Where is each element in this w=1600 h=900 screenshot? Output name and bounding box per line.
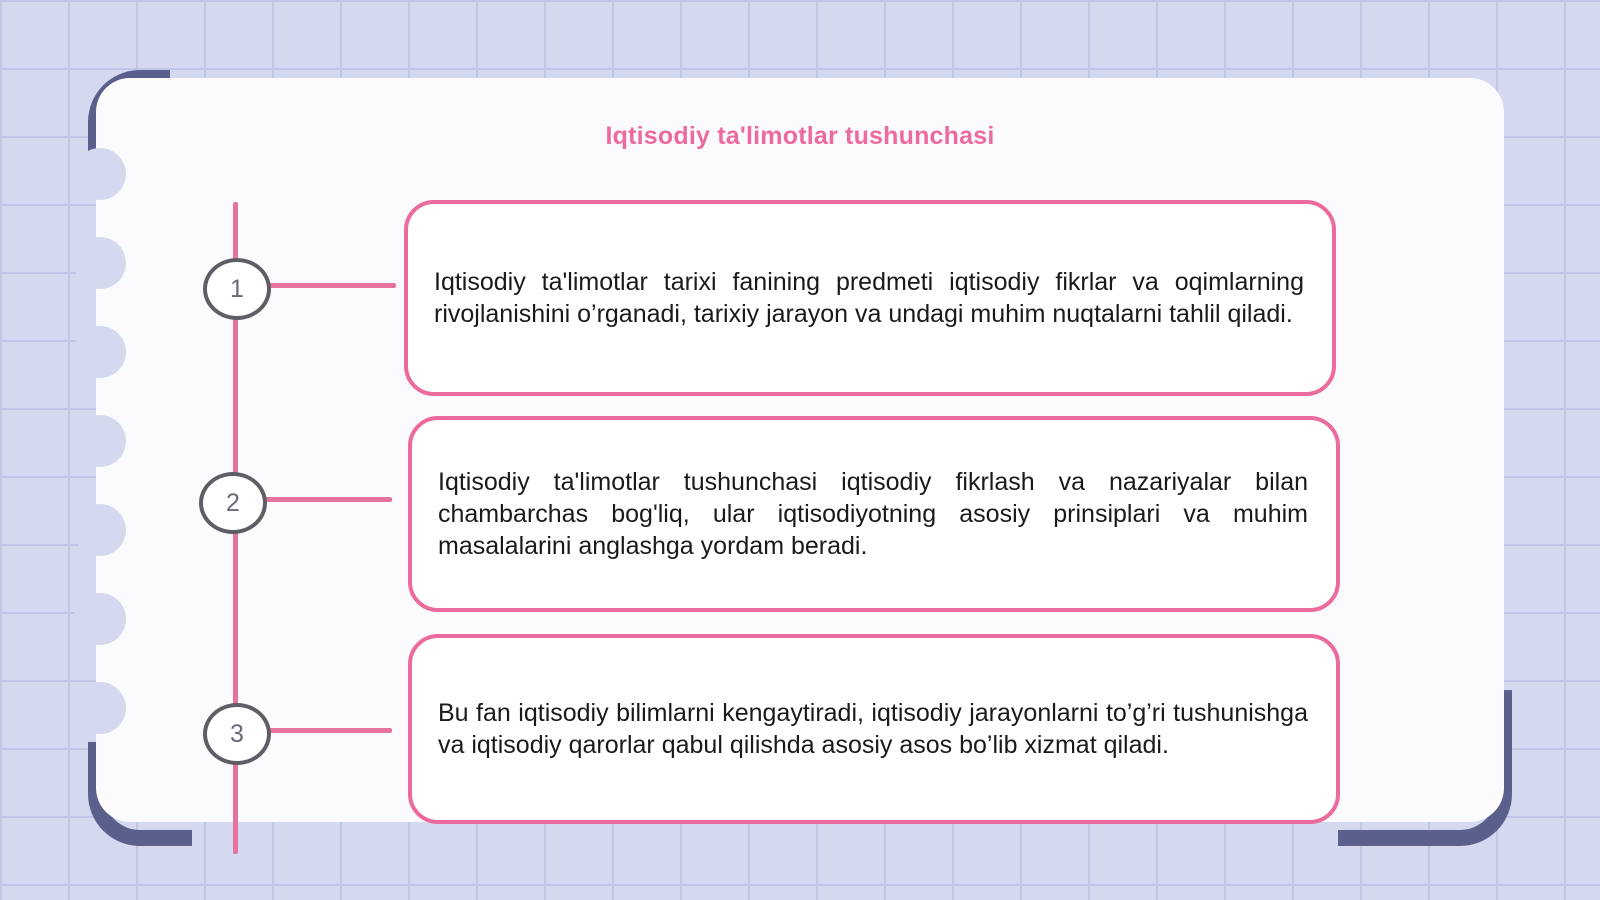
step-marker-3 xyxy=(203,703,271,765)
notebook-notch xyxy=(74,682,126,734)
timeline-text: Iqtisodiy ta'limotlar tarixi fanining predmeti iqtisodiy fikrlar va oqimlarning rivojlanishini o’rganadi, tarixiy jarayon va undagi muhim nuqtalarni tahlil qiladi. xyxy=(434,268,1304,328)
step-marker-2 xyxy=(199,472,267,534)
timeline-text: Bu fan iqtisodiy bilimlarni kengaytiradi, iqtisodiy jarayonlarni to’g’ri tushunishga va iqtisodiy qarorlar qabul qilishda asosiy asos bo’lib xizmat qiladi. xyxy=(438,699,1308,759)
notebook-notch xyxy=(74,415,126,467)
timeline-connector xyxy=(262,497,392,502)
notebook-notch xyxy=(74,504,126,556)
notebook-notch xyxy=(74,326,126,378)
step-marker-1 xyxy=(203,258,271,320)
timeline-connector xyxy=(266,283,396,288)
step-number: 1 xyxy=(230,274,244,303)
slide-title: Iqtisodiy ta'limotlar tushunchasi xyxy=(605,122,995,150)
timeline-box-1 xyxy=(404,200,1336,396)
notebook-notch xyxy=(74,237,126,289)
timeline-box-2 xyxy=(408,416,1340,612)
notebook-notch xyxy=(74,593,126,645)
timeline-connector xyxy=(266,728,392,733)
step-number: 2 xyxy=(226,488,240,517)
timeline-box-3 xyxy=(408,634,1340,824)
timeline-text: Iqtisodiy ta'limotlar tushunchasi iqtisodiy fikrlash va nazariyalar bilan chambarchas bog'liq, ular iqtisodiyotning asosiy prinsiplari va muhim masalalarini anglashga yordam beradi. xyxy=(438,468,1308,560)
notebook-notch xyxy=(74,148,126,200)
step-number: 3 xyxy=(230,719,244,748)
